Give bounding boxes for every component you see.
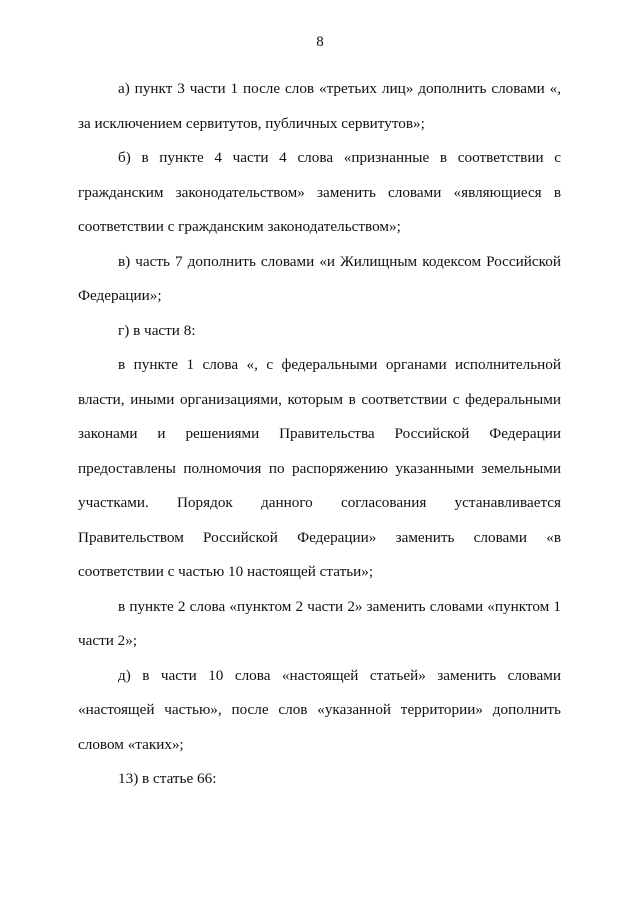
paragraph-13: 13) в статье 66: (118, 770, 217, 787)
paragraph-g-item-1: в пункте 1 слова «, с федеральными органами исполнительной власти, иными организациями, которым в соответствии с федеральными законами и решениями Правительства Российской Федерации предоставлены полномочия по распоряжению указанными земельными участками. Порядок данного согласования устанавливается Правительством Российской Федерации» заменить словами «в соответствии с частью 10 настоящей статьи»; (78, 356, 561, 580)
paragraph-g-item-2: в пункте 2 слова «пунктом 2 части 2» заменить словами «пунктом 1 части 2»; (78, 597, 561, 649)
paragraph-v: в) часть 7 дополнить словами «и Жилищным кодексом Российской Федерации»; (78, 252, 561, 304)
page-number: 8 (316, 34, 324, 50)
paragraph-g: г) в части 8: (118, 321, 196, 339)
paragraph-a: а) пункт 3 части 1 после слов «третьих лиц» дополнить словами «, за исключением сервитутов, публичных сервитутов»; (78, 80, 561, 132)
document-body (78, 72, 561, 797)
paragraph-b: б) в пункте 4 части 4 слова «признанные в соответствии с гражданским законодательством» заменить словами «являющиеся в соответствии с гражданским законодательством»; (78, 149, 561, 235)
paragraph-d: д) в части 10 слова «настоящей статьей» заменить словами «настоящей частью», после слов «указанной территории» дополнить словом «таких»; (78, 666, 561, 753)
